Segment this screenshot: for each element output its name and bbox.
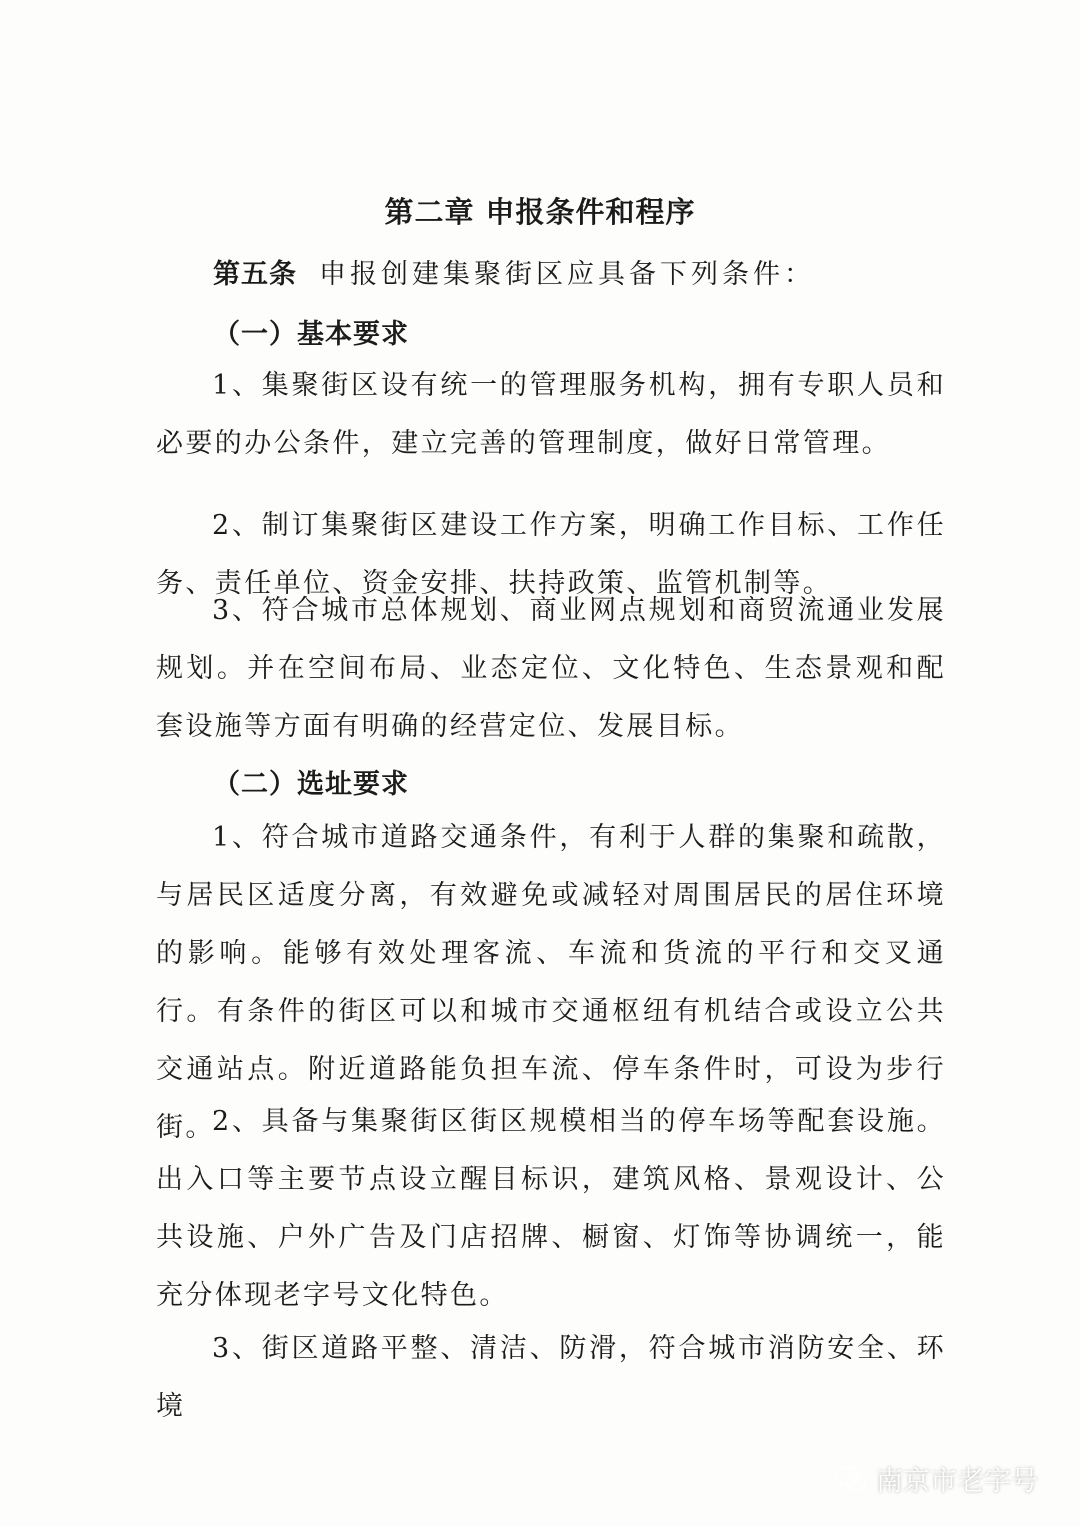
article-label: 第五条: [213, 259, 297, 290]
paragraph-basic-2: 2、制订集聚街区建设工作方案，明确工作目标、工作任务、责任单位、资金安排、扶持政策、监管机制等。: [156, 510, 946, 599]
section-heading-site: （二）选址要求: [213, 769, 409, 800]
paragraph-basic-1: 1、集聚街区设有统一的管理服务机构，拥有专职人员和必要的办公条件，建立完善的管理制度，做好日常管理。: [156, 370, 946, 459]
paragraph-site-2: 2、具备与集聚街区街区规模相当的停车场等配套设施。出入口等主要节点设立醒目标识，建筑风格、景观设计、公共设施、户外广告及门店招牌、橱窗、灯饰等协调统一，能充分体现老字号文化特色。: [156, 1106, 946, 1311]
paragraph-site-1: 1、符合城市道路交通条件，有利于人群的集聚和疏散，与居民区适度分离，有效避免或减轻对周围居民的居住环境的影响。能够有效处理客流、车流和货流的平行和交叉通行。有条件的街区可以和城市交通枢纽有机结合或设立公共交通站点。附近道路能负担车流、停车条件时，可设为步行街。: [156, 822, 946, 1143]
watermark: [834, 1459, 1038, 1498]
watermark-text: 南京市老字号: [876, 1466, 1038, 1497]
article-line: [213, 252, 815, 291]
article-text: 申报创建集聚街区应具备下列条件：: [319, 259, 815, 290]
paragraph-basic-3: 3、符合城市总体规划、商业网点规划和商贸流通业发展规划。并在空间布局、业态定位、文化特色、生态景观和配套设施等方面有明确的经营定位、发展目标。: [156, 595, 946, 742]
chapter-title: 第二章 申报条件和程序: [384, 195, 696, 229]
wechat-icon: [834, 1464, 868, 1494]
section-heading-basic: （一）基本要求: [213, 319, 409, 350]
paragraph-site-3: 3、街区道路平整、清洁、防滑，符合城市消防安全、环境: [156, 1333, 946, 1422]
